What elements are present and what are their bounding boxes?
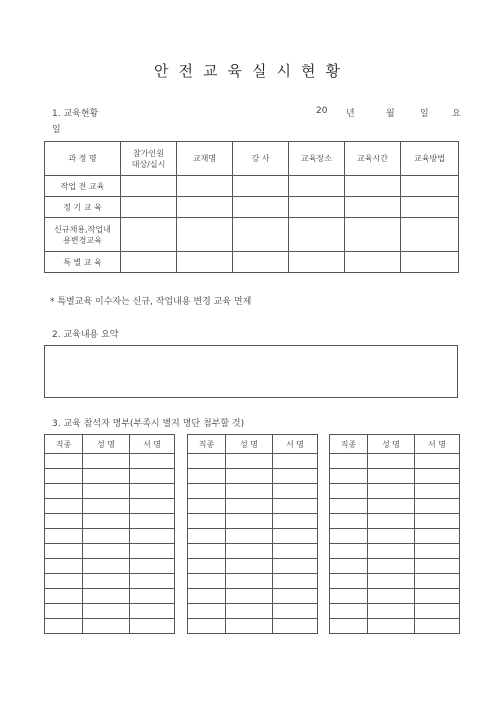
- attendee-header-job: 직종: [330, 435, 368, 454]
- attendee-cell[interactable]: [45, 529, 83, 544]
- attendee-header-job: 직종: [45, 435, 83, 454]
- attendee-cell[interactable]: [226, 574, 273, 589]
- attendee-cell[interactable]: [368, 469, 415, 484]
- attendee-header-name: 성 명: [226, 435, 273, 454]
- attendee-cell[interactable]: [83, 484, 130, 499]
- attendee-table-3: [329, 434, 460, 634]
- attendee-cell[interactable]: [83, 529, 130, 544]
- attendee-cell[interactable]: [415, 559, 460, 574]
- attendee-row: [330, 484, 460, 499]
- attendee-row: [330, 514, 460, 529]
- attendee-row: [330, 544, 460, 559]
- attendee-cell[interactable]: [130, 514, 175, 529]
- attendee-cell[interactable]: [45, 454, 83, 469]
- attendee-table-2: [187, 434, 318, 634]
- attendee-cell[interactable]: [368, 514, 415, 529]
- attendee-cell[interactable]: [273, 544, 318, 559]
- header-course-name: 과 정 명: [45, 142, 121, 176]
- attendee-cell[interactable]: [415, 454, 460, 469]
- attendee-cell[interactable]: [273, 574, 318, 589]
- attendee-row: [45, 559, 175, 574]
- attendee-row: [330, 619, 460, 634]
- attendee-row: [45, 619, 175, 634]
- attendee-row: [330, 574, 460, 589]
- attendee-row: [45, 484, 175, 499]
- attendee-row: [188, 454, 318, 469]
- attendee-cell[interactable]: [368, 454, 415, 469]
- header-instructor: 강 사: [233, 142, 289, 176]
- attendee-cell[interactable]: [330, 484, 368, 499]
- attendee-cell[interactable]: [188, 619, 226, 634]
- attendee-row: [45, 454, 175, 469]
- attendee-cell[interactable]: [415, 469, 460, 484]
- attendee-cell[interactable]: [226, 454, 273, 469]
- attendee-cell[interactable]: [188, 589, 226, 604]
- attendee-header-signature: 서 명: [415, 435, 460, 454]
- attendee-cell[interactable]: [273, 559, 318, 574]
- attendee-cell[interactable]: [273, 589, 318, 604]
- attendee-row: [188, 574, 318, 589]
- attendee-cell[interactable]: [83, 574, 130, 589]
- attendee-row: [330, 559, 460, 574]
- attendee-cell[interactable]: [45, 619, 83, 634]
- attendee-row: [188, 514, 318, 529]
- attendee-cell[interactable]: [130, 484, 175, 499]
- attendee-cell[interactable]: [273, 469, 318, 484]
- header-location: 교육장소: [289, 142, 345, 176]
- attendee-header-signature: 서 명: [130, 435, 175, 454]
- attendee-cell[interactable]: [130, 529, 175, 544]
- attendee-cell[interactable]: [368, 499, 415, 514]
- attendee-cell[interactable]: [45, 574, 83, 589]
- attendee-row: [188, 559, 318, 574]
- attendee-cell[interactable]: [226, 469, 273, 484]
- attendee-cell[interactable]: [330, 619, 368, 634]
- attendee-cell[interactable]: [188, 574, 226, 589]
- attendee-row: [188, 544, 318, 559]
- attendee-cell[interactable]: [188, 529, 226, 544]
- attendee-cell[interactable]: [368, 604, 415, 619]
- attendee-cell[interactable]: [415, 514, 460, 529]
- attendee-row: [188, 529, 318, 544]
- attendee-cell[interactable]: [368, 559, 415, 574]
- attendee-cell[interactable]: [45, 484, 83, 499]
- attendee-cell[interactable]: [83, 514, 130, 529]
- date-year: 년: [346, 109, 355, 119]
- attendee-cell[interactable]: [83, 544, 130, 559]
- attendee-cell[interactable]: [226, 484, 273, 499]
- attendee-table-1: [44, 434, 175, 634]
- attendee-cell[interactable]: [83, 559, 130, 574]
- attendee-cell[interactable]: [188, 559, 226, 574]
- attendee-row: [330, 604, 460, 619]
- attendee-header-row: [330, 435, 460, 454]
- attendee-cell[interactable]: [130, 559, 175, 574]
- attendee-cell[interactable]: [226, 604, 273, 619]
- attendee-cell[interactable]: [415, 574, 460, 589]
- attendee-cell[interactable]: [273, 604, 318, 619]
- attendee-cell[interactable]: [188, 454, 226, 469]
- attendee-cell[interactable]: [415, 589, 460, 604]
- attendee-cell[interactable]: [188, 484, 226, 499]
- attendee-cell[interactable]: [45, 499, 83, 514]
- attendee-header-job: 직종: [188, 435, 226, 454]
- summary-box[interactable]: [44, 345, 458, 398]
- table-row: [45, 218, 459, 252]
- attendee-cell[interactable]: [330, 604, 368, 619]
- attendee-cell[interactable]: [45, 589, 83, 604]
- attendee-cell[interactable]: [368, 484, 415, 499]
- page-title: 안전교육실시현황: [154, 62, 350, 80]
- attendee-row: [330, 469, 460, 484]
- attendee-cell[interactable]: [368, 574, 415, 589]
- attendee-cell[interactable]: [226, 544, 273, 559]
- attendee-cell[interactable]: [273, 454, 318, 469]
- attendee-row: [188, 469, 318, 484]
- row-label-regular: 정 기 교 육: [45, 197, 121, 218]
- date-day: 일: [420, 109, 429, 119]
- table-row: [45, 252, 459, 273]
- header-method: 교육방법: [401, 142, 459, 176]
- attendee-cell[interactable]: [330, 559, 368, 574]
- attendee-cell[interactable]: [83, 469, 130, 484]
- attendee-cell[interactable]: [273, 499, 318, 514]
- attendee-cell[interactable]: [368, 619, 415, 634]
- attendee-cell[interactable]: [226, 529, 273, 544]
- attendee-cell[interactable]: [330, 499, 368, 514]
- row-label-new-hire: 신규채용,작업내 용변경교육: [45, 218, 121, 252]
- attendee-header-signature: 서 명: [273, 435, 318, 454]
- date-year-prefix: 20: [316, 106, 328, 116]
- attendee-row: [45, 529, 175, 544]
- attendee-cell[interactable]: [45, 514, 83, 529]
- attendee-cell[interactable]: [45, 604, 83, 619]
- attendee-cell[interactable]: [226, 589, 273, 604]
- date-month: 월: [386, 109, 395, 119]
- attendee-cell[interactable]: [83, 619, 130, 634]
- attendee-cell[interactable]: [330, 454, 368, 469]
- attendee-row: [330, 529, 460, 544]
- attendee-cell[interactable]: [330, 574, 368, 589]
- attendee-row: [188, 484, 318, 499]
- attendee-header-row: [45, 435, 175, 454]
- attendee-cell[interactable]: [83, 454, 130, 469]
- row-label-special: 특 별 교 육: [45, 252, 121, 273]
- attendee-row: [45, 499, 175, 514]
- attendee-cell[interactable]: [330, 589, 368, 604]
- attendee-cell[interactable]: [415, 604, 460, 619]
- attendee-cell[interactable]: [273, 529, 318, 544]
- attendee-cell[interactable]: [273, 484, 318, 499]
- attendee-cell[interactable]: [188, 604, 226, 619]
- attendee-cell[interactable]: [330, 544, 368, 559]
- attendee-cell[interactable]: [226, 514, 273, 529]
- attendee-row: [188, 604, 318, 619]
- section-2-label: 2. 교육내용 요약: [52, 330, 119, 340]
- attendee-cell[interactable]: [330, 529, 368, 544]
- attendee-row: [45, 604, 175, 619]
- date-weekday-a: 요: [452, 109, 461, 119]
- attendee-cell[interactable]: [130, 499, 175, 514]
- attendee-cell[interactable]: [368, 544, 415, 559]
- attendee-cell[interactable]: [330, 469, 368, 484]
- date-weekday-b: 일: [52, 125, 61, 135]
- attendee-row: [188, 619, 318, 634]
- attendee-cell[interactable]: [415, 619, 460, 634]
- attendee-cell[interactable]: [188, 469, 226, 484]
- attendee-cell[interactable]: [368, 589, 415, 604]
- header-participants: 참가인원 대상/실시: [121, 142, 177, 176]
- attendee-row: [330, 499, 460, 514]
- section-1-label: 1. 교육현황: [52, 109, 99, 119]
- attendee-row: [45, 574, 175, 589]
- header-time: 교육시간: [345, 142, 401, 176]
- attendee-cell[interactable]: [83, 604, 130, 619]
- attendee-cell[interactable]: [45, 544, 83, 559]
- attendee-cell[interactable]: [83, 589, 130, 604]
- attendee-row: [45, 514, 175, 529]
- attendee-cell[interactable]: [130, 454, 175, 469]
- attendee-cell[interactable]: [130, 604, 175, 619]
- attendee-row: [330, 454, 460, 469]
- attendee-row: [45, 469, 175, 484]
- attendee-cell[interactable]: [368, 529, 415, 544]
- attendee-row: [330, 589, 460, 604]
- attendee-cell[interactable]: [273, 619, 318, 634]
- table-row: [45, 197, 459, 218]
- attendee-cell[interactable]: [415, 529, 460, 544]
- attendee-cell[interactable]: [415, 544, 460, 559]
- attendee-cell[interactable]: [188, 544, 226, 559]
- education-status-table: [44, 141, 459, 273]
- attendee-header-name: 성 명: [83, 435, 130, 454]
- attendee-cell[interactable]: [83, 499, 130, 514]
- attendee-cell[interactable]: [45, 469, 83, 484]
- attendee-row: [188, 589, 318, 604]
- attendee-cell[interactable]: [415, 499, 460, 514]
- attendee-cell[interactable]: [273, 514, 318, 529]
- attendee-row: [188, 499, 318, 514]
- attendee-row: [45, 544, 175, 559]
- attendee-cell[interactable]: [130, 619, 175, 634]
- header-material: 교재명: [177, 142, 233, 176]
- attendee-cell[interactable]: [130, 469, 175, 484]
- attendee-cell[interactable]: [330, 514, 368, 529]
- special-education-note: * 특별교육 이수자는 신규, 작업내용 변경 교육 면제: [50, 297, 252, 307]
- attendee-cell[interactable]: [188, 499, 226, 514]
- attendee-cell[interactable]: [45, 559, 83, 574]
- row-label-pre-work: 작업 전 교육: [45, 176, 121, 197]
- attendee-cell[interactable]: [226, 619, 273, 634]
- attendee-cell[interactable]: [226, 499, 273, 514]
- attendee-header-row: [188, 435, 318, 454]
- attendee-cell[interactable]: [415, 484, 460, 499]
- attendee-cell[interactable]: [130, 574, 175, 589]
- attendee-row: [45, 589, 175, 604]
- attendee-cell[interactable]: [130, 589, 175, 604]
- table-header-row: [45, 142, 459, 176]
- attendee-header-name: 성 명: [368, 435, 415, 454]
- attendee-cell[interactable]: [226, 559, 273, 574]
- attendee-cell[interactable]: [188, 514, 226, 529]
- table-row: [45, 176, 459, 197]
- attendee-cell[interactable]: [130, 544, 175, 559]
- section-3-label: 3. 교육 참석자 명부(부족시 별지 명단 첨부할 것): [52, 419, 245, 429]
